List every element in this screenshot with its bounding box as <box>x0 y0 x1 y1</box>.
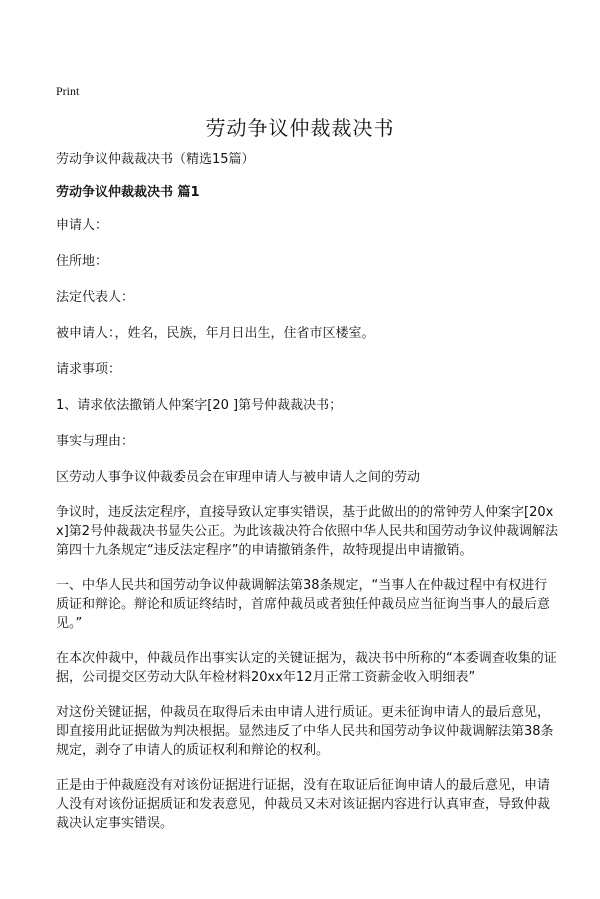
document-body <box>56 150 560 849</box>
paragraph-body-5: 对这份关键证据，仲裁员在取得后未由申请人进行质证。更未征询申请人的最后意见，即直接用此证据做为判决根据。显然违反了中华人民共和国劳动争议仲裁调解法第38条规定，剥夺了申请人的质证权利和辩论的权利。 <box>56 705 554 758</box>
paragraph-respondent: 被申请人：，姓名，民族，年月日出生，住省市区楼室。 <box>56 326 375 341</box>
document-subtitle: 劳动争议仲裁裁决书（精选15篇） <box>56 152 255 167</box>
paragraph-body-6: 正是由于仲裁庭没有对该份证据进行证据，没有在取证后征询申请人的最后意见，申请人没有对该份证据质证和发表意见，仲裁员又未对该证据内容进行认真审查，导致仲裁裁决认定事实错误。 <box>56 778 551 831</box>
document-title: 劳动争议仲裁裁决书 <box>205 116 395 140</box>
paragraph-request-1: 1、请求依法撤销人仲案字[20 ]第号仲裁裁决书； <box>56 398 343 413</box>
section-heading: 劳动争议仲裁裁决书 篇1 <box>56 185 200 200</box>
paragraph-body-4: 在本次仲裁中，仲裁员作出事实认定的关键证据为，裁决书中所称的“本委调查收集的证据，公司提交区劳动大队年检材料20xx年12月正常工资薪金收入明细表” <box>56 651 557 685</box>
paragraph-address: 住所地： <box>56 254 109 269</box>
paragraph-requests-heading: 请求事项： <box>56 362 122 377</box>
print-link[interactable]: Print <box>56 84 80 98</box>
paragraph-body-3: 一、中华人民共和国劳动争议仲裁调解法第38条规定，“当事人在仲裁过程中有权进行质证和辩论。辩论和质证终结时，首席仲裁员或者独任仲裁员应当征询当事人的最后意见。” <box>56 578 551 631</box>
paragraph-body-2: 争议时，违反法定程序，直接导致认定事实错误，基于此做出的的常钟劳人仲案字[20xx]第2号仲裁裁决书显失公正。为此该裁决符合依照中华人民共和国劳动争议仲裁调解法第四十九条规定“违反法定程序”的申请撤销条件，故特现提出申请撤销。 <box>56 505 559 558</box>
paragraph-applicant: 申请人： <box>56 218 109 233</box>
paragraph-body-1: 区劳动人事争议仲裁委员会在审理申请人与被申请人之间的劳动 <box>56 470 421 485</box>
paragraph-legal-rep: 法定代表人： <box>56 290 135 305</box>
paragraph-facts-heading: 事实与理由： <box>56 434 135 449</box>
